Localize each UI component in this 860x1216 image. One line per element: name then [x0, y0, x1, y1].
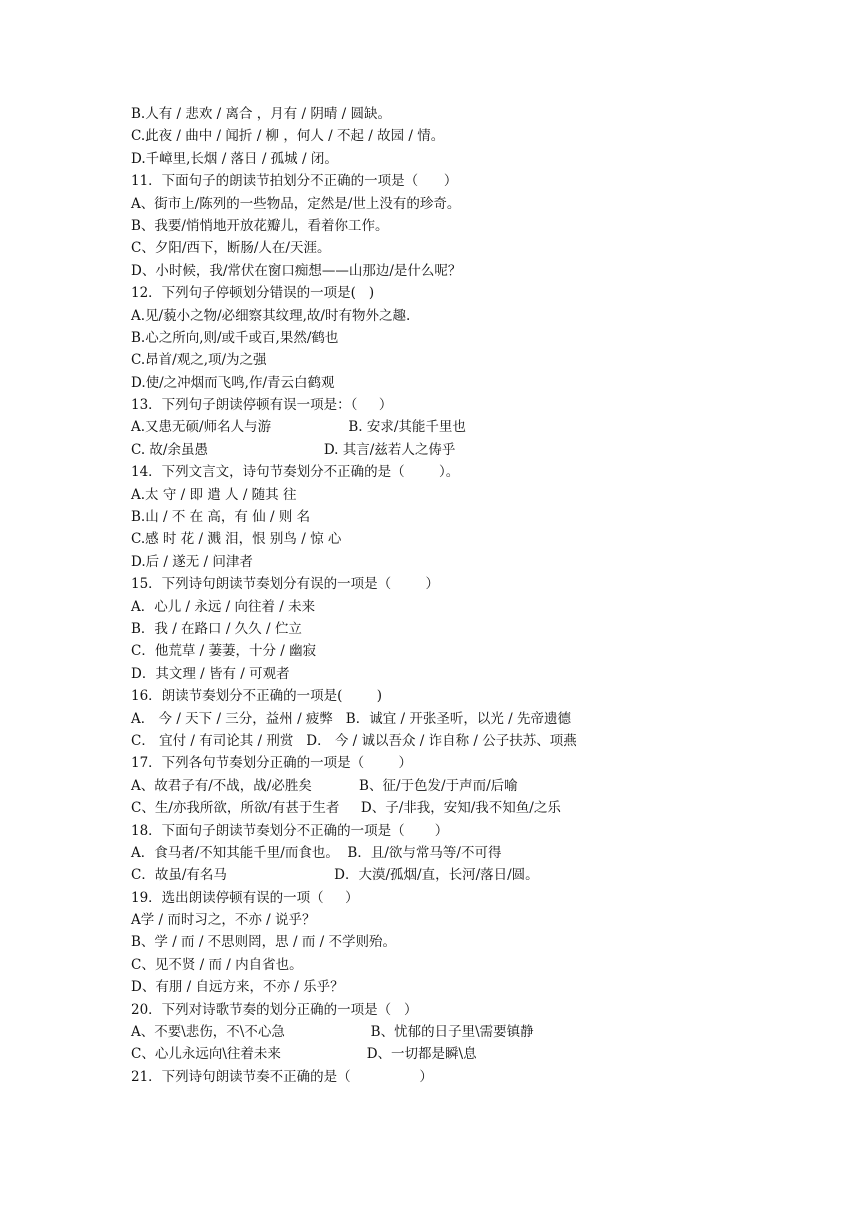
question-16-stem: 16．朗读节奏划分不正确的一项是( ): [131, 688, 383, 705]
question-13-options-ab: A.又患无硕/师名人与游 B. 安求/其能千里也: [131, 419, 466, 436]
document-page: [131, 103, 831, 1088]
question-11-option-d: D、小时候，我/常伏在窗口痴想——山那边/是什么呢？: [131, 262, 462, 279]
question-18-options-ab: A．食马者/不知其能千里/而食也。 B．且/欲与常马等/不可得: [131, 844, 502, 861]
question-20-options-ab: A、不要\悲伤，不\不心急 B、忧郁的日子里\需要镇静: [131, 1024, 534, 1041]
question-11-option-b: B、我要/悄悄地开放花瓣儿，看着你工作。: [131, 217, 389, 234]
question-14-option-a: A.太 守 / 即 遣 人 / 随其 往: [131, 486, 297, 503]
question-19-option-c: C、见不贤 / 而 / 内自省也。: [131, 956, 303, 973]
question-12-option-d: D.使/之冲烟而飞鸣,作/青云白鹤观: [131, 374, 335, 391]
question-20-options-cd: C、心儿永远向\往着未来 D、一切都是瞬\息: [131, 1046, 477, 1063]
question-17-options-ab: A、故君子有/不战，战/必胜矣 B、征/于色发/于声而/后喻: [131, 777, 518, 794]
question-15-stem: 15．下列诗句朗读节奏划分有误的一项是（ ）: [131, 576, 440, 593]
question-11-stem: 11．下面句子的朗读节拍划分不正确的一项是（ ）: [131, 173, 458, 190]
question-12-option-b: B.心之所向,则/或千或百,果然/鹤也: [131, 329, 339, 346]
question-16-options-ab: A． 今 / 天下 / 三分，益州 / 疲弊 B．诚宜 / 开张圣听，以光 / 先帝遗德: [131, 710, 571, 727]
question-13-stem: 13．下列句子朗读停顿有误一项是：（ ）: [131, 397, 393, 414]
question-12-option-a: A.见/藐小之物/必细察其纹理,故/时有物外之趣.: [131, 307, 411, 324]
question-15-option-b: B．我 / 在路口 / 久久 / 伫立: [131, 620, 302, 637]
question-12-option-c: C.昂首/观之,项/为之强: [131, 352, 267, 369]
question-17-options-cd: C、生/亦我所欲，所欲/有甚于生者 D、子/非我，安知/我不知鱼/之乐: [131, 800, 561, 817]
question-14-stem: 14．下列文言文，诗句节奏划分不正确的是（ ）。: [131, 464, 460, 481]
question-21-stem: 21．下列诗句朗读节奏不正确的是（ ）: [131, 1068, 433, 1085]
question-13-options-cd: C. 故/余虽愚 D. 其言/兹若人之俦乎: [131, 441, 456, 458]
question-11-option-a: A、街市上/陈列的一些物品，定然是/世上没有的珍奇。: [131, 195, 461, 212]
question-15-option-d: D．其文理 / 皆有 / 可观者: [131, 665, 290, 682]
question-17-stem: 17．下列各句节奏划分正确的一项是（ ）: [131, 755, 413, 772]
question-14-option-c: C.感 时 花 / 溅 泪，恨 别鸟 / 惊 心: [131, 531, 342, 548]
question-10-option-d: D.千嶂里,长烟 / 落日 / 孤城 / 闭。: [131, 150, 338, 167]
question-10-option-b: B.人有 / 悲欢 / 离合 ，月有 / 阴晴 / 圆缺。: [131, 106, 392, 122]
question-16-options-cd: C． 宜付 / 有司论其 / 刑赏 D． 今 / 诚以吾众 / 诈自称 / 公子扶苏、项燕: [131, 732, 577, 749]
question-12-stem: 12．下列句子停顿划分错误的一项是( ): [131, 285, 375, 302]
question-20-stem: 20．下列对诗歌节奏的划分正确的一项是（ ）: [131, 1001, 418, 1018]
question-18-options-cd: C．故虽/有名马 D．大漠/孤烟/直，长河/落日/圆。: [131, 867, 539, 884]
question-15-option-a: A．心儿 / 永远 / 向往着 / 未来: [131, 598, 316, 615]
question-19-option-a: A学 / 而时习之，不亦 / 说乎？: [131, 912, 316, 929]
question-19-option-b: B、学 / 而 / 不思则罔，思 / 而 / 不学则殆。: [131, 934, 396, 951]
question-19-stem: 19．选出朗读停顿有误的一项（ ）: [131, 889, 359, 906]
question-18-stem: 18．下面句子朗读节奏划分不正确的一项是（ ）: [131, 822, 449, 839]
question-19-option-d: D、有朋 / 自远方来，不亦 / 乐乎？: [131, 979, 344, 996]
question-15-option-c: C．他荒草 / 萋萋，十分 / 幽寂: [131, 643, 317, 660]
question-14-option-b: B.山 / 不 在 高，有 仙 / 则 名: [131, 509, 311, 526]
question-10-option-c: C.此夜 / 曲中 / 闻折 / 柳 ，何人 / 不起 / 故园 / 情。: [131, 128, 445, 145]
question-11-option-c: C、夕阳/西下，断肠/人在/天涯。: [131, 240, 331, 257]
question-14-option-d: D.后 / 遂无 / 问津者: [131, 553, 253, 570]
